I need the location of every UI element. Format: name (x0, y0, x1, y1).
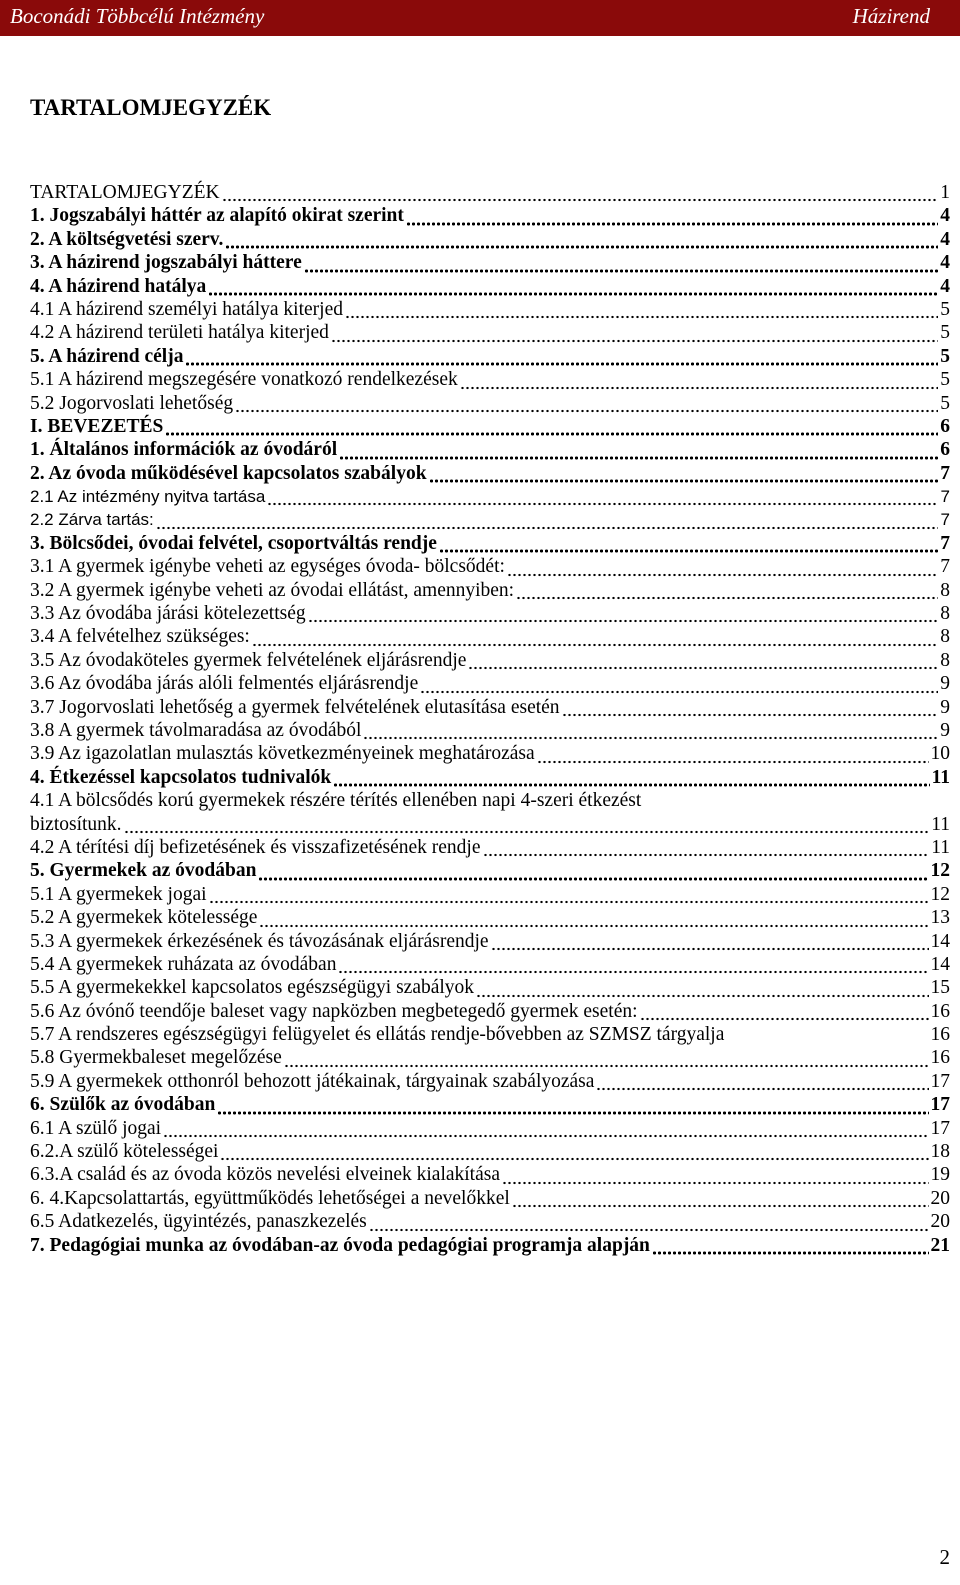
toc-entry-page: 11 (931, 836, 950, 858)
toc-dot-leader (652, 1237, 929, 1257)
toc-entry[interactable] (30, 508, 950, 531)
toc-entry[interactable] (30, 1210, 950, 1233)
table-of-contents (30, 181, 950, 1257)
toc-entry-label: 4.1 A házirend személyi hatálya kiterjed (30, 298, 343, 320)
toc-entry-label: 3.2 A gyermek igénybe veheti az óvodai ellátást, amennyiben: (30, 579, 515, 601)
toc-entry-page: 5 (940, 345, 950, 367)
toc-dot-leader (562, 699, 938, 719)
toc-entry-label: 3. Bölcsődei, óvodai felvétel, csoportváltás rendje (30, 532, 437, 554)
header-document-name: Házirend (852, 4, 930, 28)
toc-entry-page: 8 (940, 649, 950, 671)
toc-entry-label: 3.7 Jogorvoslati lehetőség a gyermek felvételének elutasítása esetén (30, 696, 560, 718)
toc-entry-label: 5.8 Gyermekbaleset megelőzése (30, 1047, 282, 1069)
toc-entry-page: 19 (930, 1164, 950, 1186)
toc-entry-page: 1 (940, 182, 950, 203)
toc-entry-label: 1. Általános információk az óvodáról (30, 439, 338, 461)
toc-dot-leader (235, 395, 938, 415)
toc-dot-leader (439, 535, 938, 555)
toc-dot-leader (363, 722, 938, 742)
toc-dot-leader (491, 933, 929, 953)
toc-entry[interactable] (30, 883, 950, 906)
toc-entry-page: 9 (940, 673, 950, 695)
toc-dot-leader (333, 769, 929, 789)
toc-dot-leader (217, 1097, 928, 1117)
toc-dot-leader (163, 1120, 928, 1140)
toc-entry[interactable] (30, 836, 950, 859)
toc-entry[interactable] (30, 275, 950, 298)
toc-entry[interactable] (30, 649, 950, 672)
toc-entry-page: 16 (930, 1024, 950, 1046)
toc-dot-leader (502, 1167, 929, 1187)
toc-entry[interactable] (30, 392, 950, 415)
toc-entry-page: 4 (940, 252, 950, 274)
toc-entry-page: 17 (930, 1117, 950, 1139)
toc-entry-label: 6. Szülők az óvodában (30, 1094, 216, 1116)
toc-entry[interactable] (30, 251, 950, 274)
toc-entry-page: 14 (930, 953, 950, 975)
toc-entry-label: 1. Jogszabályi háttér az alapító okirat szerint (30, 205, 404, 227)
toc-entry[interactable] (30, 625, 950, 648)
toc-entry-label: 5.5 A gyermekekkel kapcsolatos egészségügyi szabályok (30, 977, 475, 999)
toc-dot-leader (259, 910, 928, 930)
toc-entry[interactable] (30, 719, 950, 742)
toc-entry-label: 5.2 Jogorvoslati lehetőség (30, 392, 234, 414)
toc-entry-label: 6.3.A család és az óvoda közös nevelési elveinek kialakítása (30, 1164, 500, 1186)
toc-entry-label: 4.2 A térítési díj befizetésének és visszafizetésének rendje (30, 836, 481, 858)
toc-entry[interactable] (30, 742, 950, 765)
toc-entry[interactable] (30, 532, 950, 555)
toc-entry-page: 6 (940, 439, 950, 461)
toc-entry[interactable] (30, 345, 950, 368)
toc-entry-page: 8 (940, 626, 950, 648)
toc-entry[interactable] (30, 696, 950, 719)
toc-entry-page: 16 (930, 1000, 950, 1022)
toc-entry-label: 5. A házirend célja (30, 345, 184, 367)
toc-entry-label: 5. Gyermekek az óvodában (30, 860, 257, 882)
toc-entry-label: 5.6 Az óvónő teendője baleset vagy napközben megbetegedő gyermek esetén: (30, 1000, 638, 1022)
toc-entry-label: 3.5 Az óvodaköteles gyermek felvételének eljárásrendje (30, 649, 467, 671)
toc-dot-leader (420, 676, 938, 696)
toc-entry[interactable] (30, 766, 950, 789)
toc-entry-label: 3.3 Az óvodába járási kötelezettség (30, 603, 306, 625)
toc-entry-page: 17 (930, 1094, 950, 1116)
toc-entry-label: 3. A házirend jogszabályi háttere (30, 252, 302, 274)
toc-entry-page: 4 (940, 228, 950, 250)
toc-entry-page: 15 (930, 977, 950, 999)
toc-entry-label: 3.1 A gyermek igénybe veheti az egységes óvoda- bölcsődét: (30, 556, 505, 578)
toc-entry-label: 4.2 A házirend területi hatálya kiterjed (30, 322, 329, 344)
toc-entry-label: 5.2 A gyermekek kötelessége (30, 907, 258, 929)
toc-entry-page: 11 (931, 766, 950, 788)
toc-entry-page: 7 (940, 532, 950, 554)
toc-dot-leader (460, 372, 938, 392)
toc-entry-page: 4 (940, 205, 950, 227)
toc-entry-label: 3.8 A gyermek távolmaradása az óvodából (30, 719, 362, 741)
toc-entry-label: 5.4 A gyermekek ruházata az óvodában (30, 953, 337, 975)
toc-entry[interactable] (30, 1093, 950, 1116)
toc-dot-leader (338, 956, 928, 976)
toc-entry[interactable] (30, 953, 950, 976)
toc-entry[interactable] (30, 181, 950, 204)
toc-entry-label: 5.7 A rendszeres egészségügyi felügyelet és ellátás rendje-bővebben az SZMSZ tárgyalja (30, 1024, 725, 1046)
toc-entry-label: 5.1 A gyermekek jogai (30, 883, 207, 905)
toc-dot-leader (406, 208, 938, 228)
toc-entry[interactable] (30, 228, 950, 251)
toc-entry-page: 12 (930, 860, 950, 882)
toc-dot-leader (483, 839, 930, 859)
toc-dot-leader (258, 863, 928, 883)
toc-dot-leader (331, 325, 938, 345)
toc-dot-leader (345, 301, 938, 321)
toc-dot-leader (252, 629, 938, 649)
toc-entry[interactable] (30, 415, 950, 438)
toc-entry-page: 14 (930, 930, 950, 952)
toc-entry-label-line[interactable]: 4.1 A bölcsődés korú gyermekek részére térítés ellenében napi 4-szeri étkezést (30, 790, 642, 812)
toc-dot-leader (304, 255, 938, 275)
toc-entry[interactable] (30, 555, 950, 578)
toc-entry[interactable] (30, 1187, 950, 1210)
toc-dot-leader (596, 1073, 928, 1093)
toc-entry-label: 4. Étkezéssel kapcsolatos tudnivalók (30, 766, 332, 788)
toc-dot-leader (208, 278, 938, 298)
toc-entry[interactable] (30, 1234, 950, 1257)
toc-entry[interactable] (30, 1163, 950, 1186)
toc-entry-label: biztosítunk. (30, 813, 122, 835)
toc-dot-leader (308, 605, 938, 625)
toc-entry-label: 5.1 A házirend megszegésére vonatkozó rendelkezések (30, 369, 458, 391)
toc-entry[interactable] (30, 579, 950, 602)
toc-dot-leader (476, 980, 928, 1000)
toc-entry[interactable] (30, 906, 950, 929)
toc-entry[interactable] (30, 321, 950, 344)
toc-entry-page: 13 (930, 907, 950, 929)
toc-entry[interactable] (30, 1000, 950, 1023)
toc-dot-leader (220, 1143, 928, 1163)
toc-entry[interactable] (30, 1140, 950, 1163)
toc-entry-page: 7 (940, 462, 950, 484)
toc-entry[interactable] (30, 368, 950, 391)
toc-dot-leader (185, 348, 938, 368)
toc-entry-label: 2.2 Zárva tartás: (30, 510, 154, 530)
toc-entry[interactable] (30, 485, 950, 508)
toc-entry[interactable] (30, 1023, 950, 1046)
toc-entry-page: 10 (930, 743, 950, 765)
toc-dot-leader (267, 488, 938, 508)
toc-dot-leader (516, 582, 938, 602)
toc-entry-page: 6 (940, 415, 950, 437)
toc-entry-label: 5.9 A gyermekek otthonról behozott játékainak, tárgyainak szabályozása (30, 1070, 595, 1092)
toc-entry[interactable] (30, 976, 950, 999)
toc-entry-label: 4. A házirend hatálya (30, 275, 207, 297)
toc-entry[interactable] (30, 462, 950, 485)
toc-entry-page: 17 (930, 1070, 950, 1092)
toc-entry[interactable] (30, 204, 950, 227)
toc-entry-page: 9 (940, 696, 950, 718)
toc-dot-leader (209, 886, 929, 906)
toc-entry-page: 7 (940, 487, 950, 507)
toc-entry[interactable] (30, 813, 950, 836)
toc-entry-page: 16 (930, 1047, 950, 1069)
toc-dot-leader (156, 512, 938, 532)
toc-entry[interactable] (30, 672, 950, 695)
toc-entry-page: 5 (940, 392, 950, 414)
toc-entry-page: 21 (930, 1234, 950, 1256)
toc-entry[interactable] (30, 1117, 950, 1140)
toc-entry-label: 6.1 A szülő jogai (30, 1117, 162, 1139)
toc-entry-label: 5.3 A gyermekek érkezésének és távozásának eljárásrendje (30, 930, 489, 952)
toc-dot-leader (724, 1026, 930, 1046)
toc-entry[interactable] (30, 930, 950, 953)
page-title: TARTALOMJEGYZÉK (30, 95, 272, 120)
toc-entry-label: 3.9 Az igazolatlan mulasztás következményeinek meghatározása (30, 743, 535, 765)
toc-dot-leader (468, 652, 938, 672)
toc-entry-page: 7 (940, 556, 950, 578)
toc-entry-page: 11 (931, 813, 950, 835)
toc-entry-label: 3.4 A felvételhez szükséges: (30, 626, 250, 648)
toc-dot-leader (369, 1214, 929, 1234)
toc-entry-page: 18 (930, 1141, 950, 1163)
toc-entry-page: 8 (940, 579, 950, 601)
page-header (0, 0, 960, 36)
toc-entry[interactable] (30, 1046, 950, 1069)
toc-dot-leader (640, 1003, 929, 1023)
toc-entry-page: 12 (930, 883, 950, 905)
toc-entry-page: 9 (940, 719, 950, 741)
toc-dot-leader (339, 442, 938, 462)
toc-dot-leader (124, 816, 930, 836)
toc-entry[interactable] (30, 298, 950, 321)
toc-entry-label: 3.6 Az óvodába járás alóli felmentés eljárásrendje (30, 673, 419, 695)
toc-entry-page: 5 (940, 369, 950, 391)
toc-entry-label: 6.5 Adatkezelés, ügyintézés, panaszkezelés (30, 1211, 367, 1233)
toc-entry-page: 7 (940, 510, 950, 530)
toc-entry-label: I. BEVEZETÉS (30, 415, 164, 437)
toc-entry-page: 4 (940, 275, 950, 297)
toc-entry-label: 2. Az óvoda működésével kapcsolatos szabályok (30, 462, 427, 484)
toc-dot-leader (507, 559, 938, 579)
toc-dot-leader (512, 1190, 929, 1210)
toc-entry-label: 2. A költségvetési szerv. (30, 228, 224, 250)
toc-entry[interactable] (30, 438, 950, 461)
toc-entry-label: 6.2.A szülő kötelességei (30, 1141, 219, 1163)
toc-dot-leader (222, 184, 938, 204)
toc-entry-label: 6. 4.Kapcsolattartás, együttműködés lehetőségei a nevelőkkel (30, 1187, 510, 1209)
toc-entry-page: 20 (930, 1187, 950, 1209)
toc-entry-page: 5 (940, 322, 950, 344)
toc-dot-leader (225, 231, 938, 251)
toc-dot-leader (165, 418, 938, 438)
toc-entry[interactable] (30, 1070, 950, 1093)
toc-dot-leader (429, 465, 938, 485)
toc-entry-page: 5 (940, 298, 950, 320)
toc-dot-leader (537, 746, 929, 766)
toc-entry-page: 8 (940, 603, 950, 625)
toc-entry-label: 2.1 Az intézmény nyitva tartása (30, 487, 266, 507)
toc-entry-label: 7. Pedagógiai munka az óvodában-az óvoda pedagógiai programja alapján (30, 1234, 650, 1256)
toc-entry[interactable] (30, 859, 950, 882)
header-institution: Boconádi Többcélú Intézmény (10, 4, 265, 28)
toc-entry[interactable] (30, 602, 950, 625)
toc-entry-page: 20 (930, 1211, 950, 1233)
page-number: 2 (939, 1545, 950, 1569)
toc-entry-label: TARTALOMJEGYZÉK (30, 182, 220, 203)
toc-dot-leader (284, 1050, 929, 1070)
